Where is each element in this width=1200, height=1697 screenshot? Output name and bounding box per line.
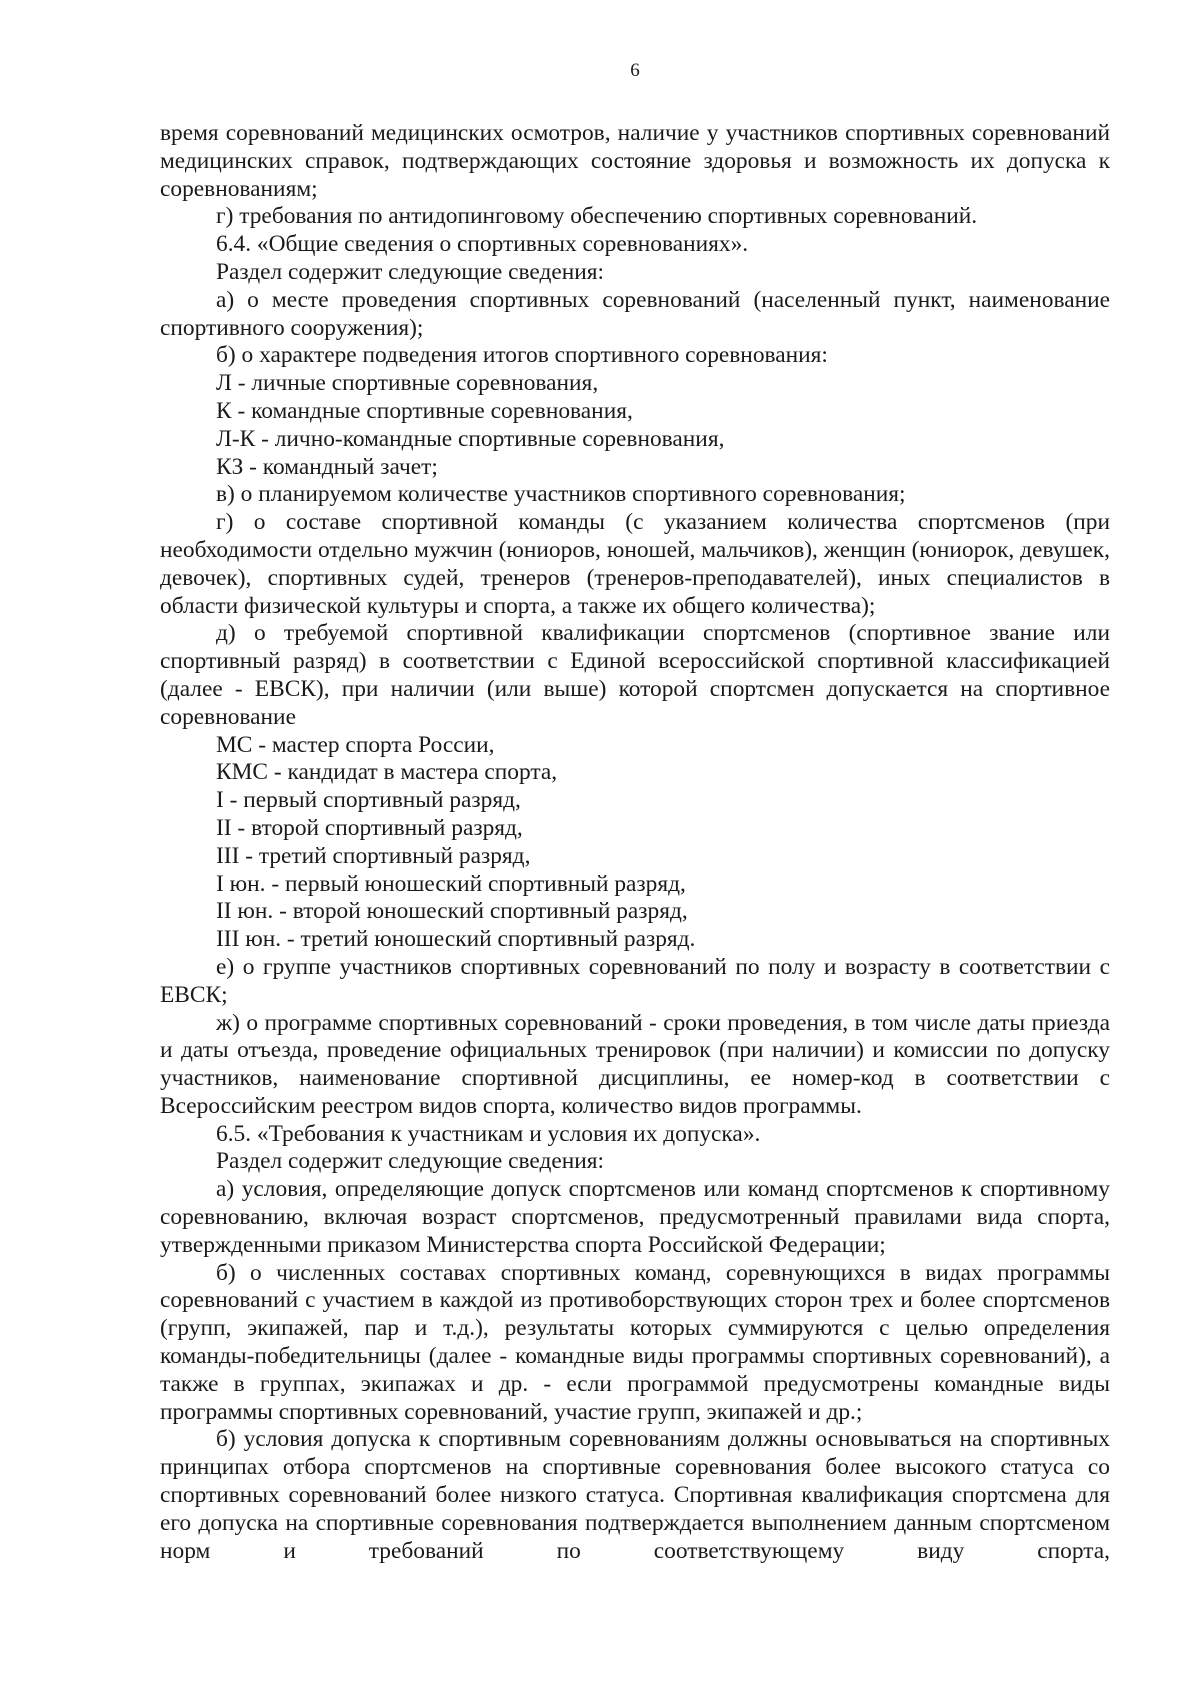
paragraph-qualification: д) о требуемой спортивной квалификации спортсменов (спортивное звание или спортивный разряд) в соответствии с Единой всероссийской спортивной классификацией (далее - ЕВСК), при наличии (или выше) которой спортсмен допускается на спортивное соревнование [160, 620, 1110, 730]
paragraph-team-sizes: б) о численных составах спортивных команд, соревнующихся в видах программы соревнований с участием в каждой из противоборствующих сторон трех и более спортсменов (групп, экипажей, пар и т.д.), результаты которых суммируются с целью определения команды-победительницы (далее - командные виды программы спортивных соревнований), а также в группах, экипажах и др. - если программой предусмотрены командные виды программы спортивных соревнований, участие групп, экипажей и др.; [160, 1259, 1110, 1425]
page-number: 6 [630, 60, 640, 81]
list-item-l: Л - личные спортивные соревнования, [216, 370, 599, 397]
list-item-ms: МС - мастер спорта России, [216, 731, 495, 758]
list-item-youth-rank-2: II юн. - второй юношеский спортивный разряд, [216, 898, 688, 925]
paragraph-section-intro-2: Раздел содержит следующие сведения: [216, 1148, 605, 1175]
list-item-kz: КЗ - командный зачет; [216, 453, 438, 480]
section-heading-6-5: 6.5. «Требования к участникам и условия их допуска». [216, 1120, 761, 1147]
paragraph-participants-count: в) о планируемом количестве участников спортивного соревнования; [216, 481, 906, 508]
section-heading-6-4: 6.4. «Общие сведения о спортивных соревнованиях». [216, 231, 749, 258]
paragraph-admission-principles: б) условия допуска к спортивным соревнованиям должны основываться на спортивных принципах отбора спортсменов на спортивные соревнования более высокого статуса со спортивных соревнований более низкого статуса. Спортивная квалификация спортсмена для его допуска на спортивные соревнования подтверждается выполнением данным спортсменом норм и требований по соответствующему виду спорта, [160, 1426, 1110, 1564]
list-item-rank-2: II - второй спортивный разряд, [216, 814, 523, 841]
document-body [160, 120, 1110, 1565]
list-item-lk: Л-К - лично-командные спортивные соревнования, [216, 425, 725, 452]
paragraph-continuation: время соревнований медицинских осмотров, наличие у участников спортивных соревнований медицинских справок, подтверждающих состояние здоровья и возможность их допуска к соревнованиям; [160, 120, 1110, 202]
paragraph-participant-group: е) о группе участников спортивных соревнований по полу и возрасту в соответствии с ЕВСК; [160, 953, 1110, 1008]
paragraph-results-type: б) о характере подведения итогов спортивного соревнования: [216, 342, 828, 369]
list-item-kms: КМС - кандидат в мастера спорта, [216, 759, 558, 786]
paragraph-program: ж) о программе спортивных соревнований - сроки проведения, в том числе даты приезда и даты отъезда, проведение официальных тренировок (при наличии) и комиссии по допуску участников, наименование спортивной дисциплины, ее номер-код в соответствии с Всероссийским реестром видов спорта, количество видов программы. [160, 1009, 1110, 1119]
list-item-youth-rank-1: I юн. - первый юношеский спортивный разряд, [216, 870, 686, 897]
paragraph-section-intro: Раздел содержит следующие сведения: [216, 258, 605, 285]
list-item-youth-rank-3: III юн. - третий юношеский спортивный разряд. [216, 926, 696, 953]
paragraph-team-composition: г) о составе спортивной команды (с указанием количества спортсменов (при необходимости отдельно мужчин (юниоров, юношей, мальчиков), женщин (юниорок, девушек, девочек), спортивных судей, тренеров (тренеров-преподавателей), иных специалистов в области физической культуры и спорта, а также их общего количества); [160, 509, 1110, 619]
paragraph-admission-conditions: а) условия, определяющие допуск спортсменов или команд спортсменов к спортивному соревнованию, включая возраст спортсменов, предусмотренный правилами вида спорта, утвержденными приказом Министерства спорта Российской Федерации; [160, 1176, 1110, 1258]
list-item-rank-1: I - первый спортивный разряд, [216, 787, 521, 814]
paragraph-antidoping: г) требования по антидопинговому обеспечению спортивных соревнований. [216, 203, 978, 230]
list-item-rank-3: III - третий спортивный разряд, [216, 842, 531, 869]
list-item-k: К - командные спортивные соревнования, [216, 397, 633, 424]
paragraph-venue: а) о месте проведения спортивных соревнований (населенный пункт, наименование спортивного сооружения); [160, 286, 1110, 341]
